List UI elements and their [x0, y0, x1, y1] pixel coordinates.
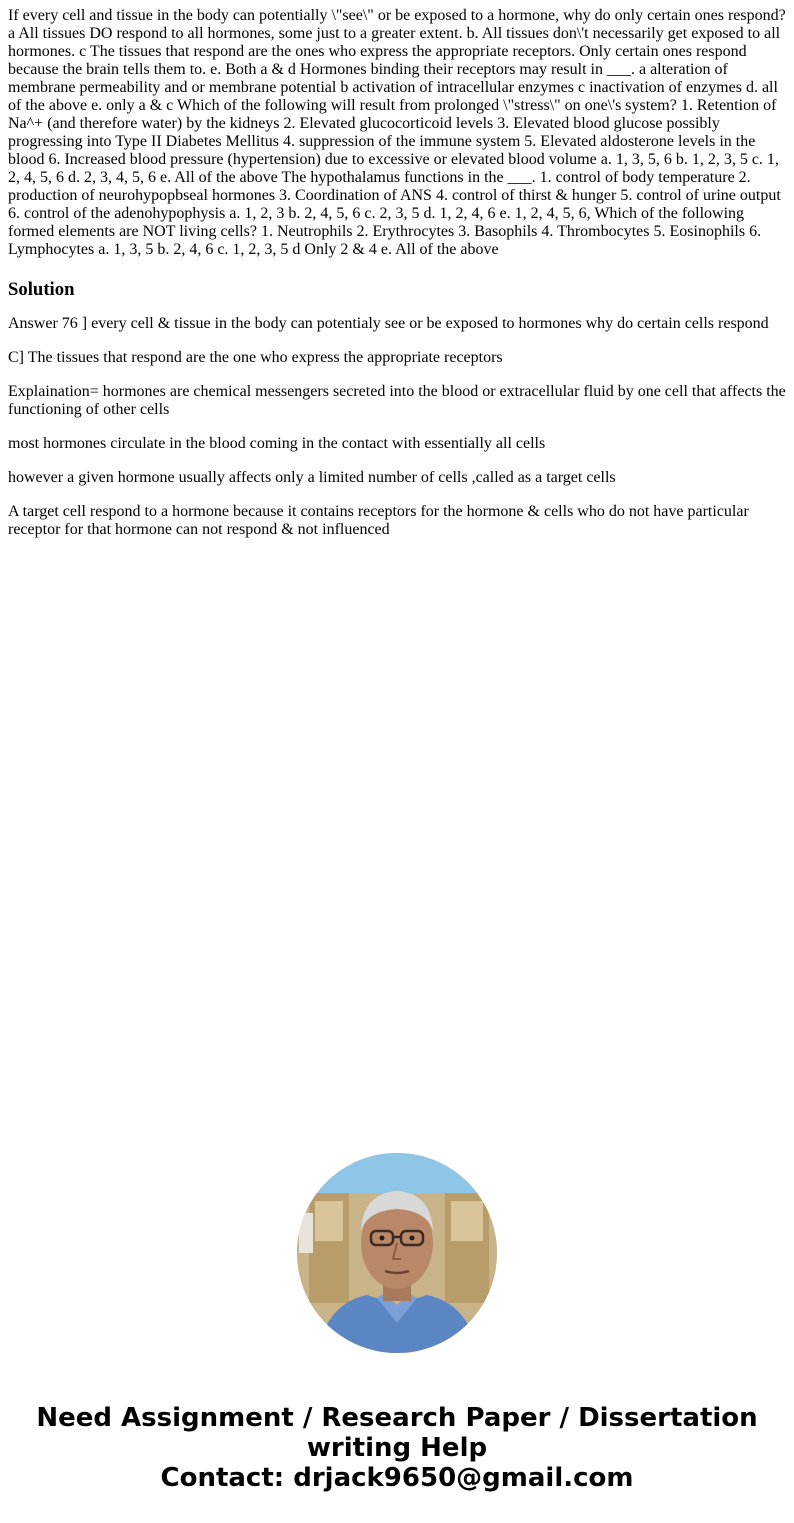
solution-paragraph: Explaination= hormones are chemical messengers secreted into the blood or extracellular fluid by one cell that affects the functioning of other cells [8, 383, 786, 418]
solution-paragraph: most hormones circulate in the blood coming in the contact with essentially all cells [8, 435, 546, 452]
footer-line: writing Help [306, 1433, 488, 1463]
solution-paragraph: however a given hormone usually affects only a limited number of cells ,called as a target cells [8, 469, 616, 486]
contact-footer [0, 1403, 794, 1493]
avatar [297, 1153, 497, 1353]
footer-contact-email: Contact: drjack9650@gmail.com [160, 1463, 634, 1493]
question-text: If every cell and tissue in the body can potentially \"see\" or be exposed to a hormone, why do only certain ones respond? a All tissues DO respond to all hormones, some just to a greater extent. b. All tissues don\'t necessarily get exposed to all hormones. c The tissues that respond are the ones who express the appropriate receptors. Only certain ones respond because the brain tells them to. e. Both a & d Hormones binding their receptors may result in ___. a alteration of membrane permeability and or membrane potential b activation of intracellular enzymes c inactivation of enzymes d. all of the above e. only a & c Which of the following will result from prolonged \"stress\" on one\'s system? 1. Retention of Na^+ (and therefore water) by the kidneys 2. Elevated glucocorticoid levels 3. Elevated blood glucose possibly progressing into Type II Diabetes Mellitus 4. suppression of the immune system 5. Elevated aldosterone levels in the blood 6. Increased blood pressure (hypertension) due to excessive or elevated blood volume a. 1, 3, 5, 6 b. 1, 2, 3, 5 c. 1, 2, 4, 5, 6 d. 2, 3, 4, 5, 6 e. All of the above The hypothalamus functions in the ___. 1. control of body temperature 2. production of neurohypopbseal hormones 3. Coordination of ANS 4. control of thirst & hunger 5. control of urine output 6. control of the adenohypophysis a. 1, 2, 3 b. 2, 4, 5, 6 c. 2, 3, 5 d. 1, 2, 4, 6 e. 1, 2, 4, 5, 6, Which of the following formed elements are NOT living cells? 1. Neutrophils 2. Erythrocytes 3. Basophils 4. Thrombocytes 5. Eosinophils 6. Lymphocytes a. 1, 3, 5 b. 2, 4, 6 c. 1, 2, 3, 5 d Only 2 & 4 e. All of the above [8, 7, 786, 258]
page-content [8, 7, 788, 555]
solution-paragraph: C] The tissues that respond are the one who express the appropriate receptors [8, 349, 503, 366]
solution-heading: Solution [8, 279, 75, 300]
solution-paragraph: Answer 76 ] every cell & tissue in the body can potentialy see or be exposed to hormones why do certain cells respond [8, 315, 769, 332]
solution-paragraph: A target cell respond to a hormone because it contains receptors for the hormone & cells who do not have particular receptor for that hormone can not respond & not influenced [8, 503, 749, 538]
footer-line: Need Assignment / Research Paper / Dissertation [36, 1403, 758, 1433]
person-portrait-icon [297, 1153, 497, 1353]
solution-body [8, 315, 788, 539]
